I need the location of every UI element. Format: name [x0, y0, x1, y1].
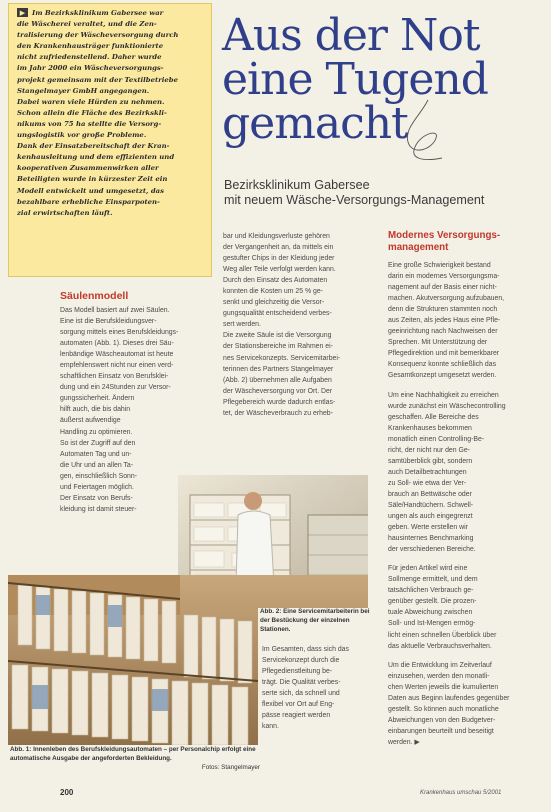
middle-line: nes Servicekonzepts. Servicemitarbei- — [223, 354, 341, 362]
saeulen-line: gen, einschließlich Sonn- — [60, 472, 137, 480]
modern-line: Pflegedirektion und mit bemerkbarer — [388, 350, 500, 358]
intro-line — [17, 141, 205, 152]
intro-line — [17, 108, 205, 119]
modern-line: Soll- und Ist-Mengen ermög- — [388, 620, 476, 628]
intro-line-text: ungslogistik vor große Probleme. — [17, 131, 147, 140]
middle-line: Pflegebereich wurde dadurch entlas- — [223, 398, 336, 406]
modern-line: werden. ▶ — [388, 738, 420, 746]
modern-line: geben. Werte erstellen wir — [388, 524, 468, 532]
intro-line — [17, 75, 205, 86]
middle-line: der Vergangenheit an, da mittels ein — [223, 244, 334, 252]
intro-line-text: bezahlbare erhebliche Einsparpoten- — [17, 197, 160, 206]
caption-abb2-text: Abb. 2: Eine Servicemitarbeiterin bei der Bestückung der einzelnen Stationen. — [260, 608, 370, 633]
middle-line: der Stationsbereiche im Rahmen ei- — [223, 343, 333, 351]
bottom-middle-line: serte sich, da schnell und — [262, 690, 340, 698]
subtitle-line: Bezirksklinikum Gabersee — [224, 178, 370, 192]
middle-line: terinnen des Partners Stangelmayer — [223, 365, 334, 373]
modern-line: darin ein modernes Versorgungsma- — [388, 273, 500, 281]
intro-line-text: die Wäscherei veraltet, und die Zen- — [17, 20, 157, 29]
modern-line: einzusehen, werden den monatli- — [388, 672, 490, 680]
modern-line: nagement auf der Basis einer nicht- — [388, 284, 497, 292]
modern-line: samtüberblick gibt, sondern — [388, 457, 473, 465]
modern-line: Gesamtkonzept umgesetzt werden. — [388, 372, 497, 380]
title-line: eine Tugend — [222, 54, 488, 105]
middle-line: tet, der Wäscheverbrauch zu erheb- — [223, 409, 333, 417]
modern-line: Für jeden Artikel wird eine — [388, 565, 468, 573]
intro-box — [8, 3, 212, 277]
modern-line: aus Zeiten, als jedes Haus eine Pfle- — [388, 317, 501, 325]
saeulen-line: sorgung mittels eines Berufskleidungs- — [60, 329, 179, 337]
intro-line — [17, 208, 205, 219]
modern-line: wurde zunächst ein Wäschecontrolling — [388, 402, 506, 410]
middle-line: der Wäscheversorgung vor Ort. Der — [223, 387, 333, 395]
intro-line — [17, 86, 205, 97]
intro-line-text: kenhausleitung und dem effizienten und — [17, 153, 175, 162]
intro-line-text: tralisierung der Wäscheversorgung durch — [17, 31, 179, 40]
saeulen-line: schaftlichen Einsatz von Berufsklei- — [60, 373, 169, 381]
intro-line — [17, 174, 205, 185]
modern-line: Um eine Nachhaltigkeit zu erreichen — [388, 391, 499, 399]
heading-line: Modernes Versorgungs- — [388, 230, 501, 241]
modern-line: licht einen schnellen Überblick über — [388, 631, 497, 639]
intro-line-text: nicht zufriedenstellend. Daher wurde — [17, 53, 162, 62]
intro-line-text: Stangelmayer GmbH angegangen. — [17, 86, 150, 95]
saeulen-line: lenbändige Wäscheautomat ist heute — [60, 351, 174, 359]
middle-line: gungsqualität entscheidend verbes- — [223, 310, 332, 318]
modern-line: geschaffen. Alle Bereiche des — [388, 413, 479, 421]
middle-line: Weg aller Teile verfolgt werden kann. — [223, 266, 336, 274]
saeulen-line: Das Modell basiert auf zwei Säulen. — [60, 307, 170, 314]
title-line: gemacht — [222, 98, 408, 149]
saeulen-line: empfehlenswert nicht nur einen verd- — [60, 362, 174, 370]
modern-line: geeinrichtung nach Nachweisen der — [388, 328, 498, 336]
modern-line: einbarungen beurteilt und beseitigt — [388, 727, 494, 735]
bottom-middle-line: flexibel vor Ort auf Eng- — [262, 701, 335, 709]
intro-line-text: Modell entwickelt und umgesetzt, das — [17, 186, 164, 195]
intro-line — [17, 163, 205, 174]
middle-line: (Abb. 2) übernehmen alle Aufgaben — [223, 376, 332, 384]
intro-line-text: im Jahr 2000 ein Wäscheversorgungs- — [17, 64, 164, 73]
modern-line: Sollmenge ermittelt, und dem — [388, 576, 478, 584]
intro-line — [17, 63, 205, 74]
modern-line: auch Detailbetrachtungen — [388, 468, 467, 476]
saeulen-line: dung und ein 24Stunden zur Versor- — [60, 384, 171, 392]
modern-line: Um die Entwicklung im Zeitverlauf — [388, 661, 492, 669]
middle-line: senkt und gleichzeitig die Versor- — [223, 299, 325, 307]
intro-line-text: den Krankenhausträger funktionierte — [17, 42, 164, 51]
intro-line-text: Im Bezirksklinikum Gabersee war — [32, 9, 164, 17]
photo-credit: Fotos: Stangelmayer — [201, 764, 260, 771]
modern-line: Eine große Schwierigkeit bestand — [388, 262, 491, 269]
modern-line: tatsächlichen Verbrauch ge- — [388, 587, 474, 595]
middle-line: Durch den Einsatz des Automaten — [223, 277, 328, 285]
caption-abb2 — [260, 607, 378, 634]
modern-line: denn die Strukturen stammten noch — [388, 306, 498, 314]
intro-line — [17, 19, 205, 30]
saeulen-line: kleidung ist damit steuer- — [60, 505, 137, 513]
middle-line: bar und Kleidungsverluste gehören — [223, 233, 330, 240]
modern-line: Daten aus Beginn laufendes gegenüber — [388, 694, 510, 702]
bottom-middle-line: Servicekonzept durch die — [262, 657, 340, 665]
intro-line-text: Beteiligten wurde in kürzester Zeit ein — [17, 175, 168, 184]
saeulen-line: Der Einsatz von Berufs- — [60, 494, 133, 502]
modern-line: monatlich einen Controlling-Be- — [388, 435, 485, 443]
modern-line: machen. Akutversorgung aufzubauen, — [388, 295, 505, 303]
heading-line: management — [388, 242, 449, 253]
modern-line: tuale Abweichung zwischen — [388, 609, 473, 617]
intro-line — [17, 152, 205, 163]
modern-line: der verschiedenen Bereiche. — [388, 546, 476, 554]
modern-line: zu Soll- wie etwa der Ver- — [388, 479, 467, 487]
intro-line-text: zial erwirtschaften läuft. — [17, 208, 113, 217]
modern-line: Krankenhauses bekommen — [388, 424, 472, 432]
modern-line: Säle/Handtüchern. Schwell- — [388, 501, 474, 509]
bottom-middle-text — [262, 644, 380, 744]
caption-abb1 — [10, 745, 260, 763]
modern-line: hausinternes Benchmarking — [388, 535, 474, 543]
intro-line — [17, 186, 205, 197]
intro-line-text: projekt gemeinsam mit der Textilbetriebe — [17, 75, 179, 84]
intro-line-text: Dank der Einsatzbereitschaft der Kran- — [17, 142, 170, 151]
modern-column-text — [388, 260, 543, 770]
modern-line — [388, 652, 543, 660]
bottom-middle-line: Im Gesamten, dass sich das — [262, 646, 349, 653]
section-heading-modernes-versorgungsmanagement — [388, 230, 500, 254]
intro-line-text: nikums von 75 ha stellte die Versorg- — [17, 119, 162, 128]
arrow-right-icon: ▶ — [17, 8, 28, 17]
intro-line — [17, 130, 205, 141]
saeulen-line: So ist der Zugriff auf den — [60, 439, 136, 447]
bottom-middle-line: trägt. Die Qualität verbes- — [262, 679, 341, 687]
saeulen-line: gungssicherheit. Ändern — [60, 395, 135, 403]
middle-line: Die zweite Säule ist die Versorgung — [223, 332, 332, 340]
intro-text — [17, 8, 205, 219]
middle-column-text — [223, 231, 381, 423]
caption-abb1-text: Abb. 1: Innenleben des Berufskleidungsautomaten – per Personalchip erfolgt eine automatische Ausgabe der angeforderten Bekleidung. — [10, 746, 256, 762]
saeulen-line: äußerst aufwendige — [60, 417, 121, 425]
section-heading-saeulenmodell: Säulenmodell — [60, 290, 129, 302]
intro-line-text: kooperativen Zusammenwirken aller — [17, 164, 159, 173]
middle-line: sert werden. — [223, 321, 261, 329]
bottom-middle-line: Pflegedienstleitung be- — [262, 668, 333, 676]
intro-line — [17, 30, 205, 41]
modern-line: ungen als auch eingegrenzt — [388, 513, 473, 521]
saeulen-line: Automaten Tag und un- — [60, 450, 132, 458]
intro-line-text: Schon allein die Fläche des Bezirkskli- — [17, 108, 167, 117]
modern-line: Sprechen. Mit Unterstützung der — [388, 339, 488, 347]
middle-line: konnten die Kosten um 25 % ge- — [223, 288, 323, 296]
intro-line — [17, 8, 205, 19]
saeulen-line: die Uhr und an allen Ta- — [60, 461, 134, 469]
intro-line — [17, 97, 205, 108]
subtitle-line: mit neuem Wäsche-Versorgungs-Management — [224, 193, 485, 207]
pen-scribble-mark — [398, 98, 448, 164]
intro-line-text: Dabei waren viele Hürden zu nehmen. — [17, 97, 165, 106]
saeulen-line: automaten (Abb. 1). Dieses drei Säu- — [60, 340, 174, 348]
modern-line: chen Werten jeweils die kumulierten — [388, 683, 499, 691]
article-title — [222, 10, 542, 149]
bottom-middle-line: kann. — [262, 723, 279, 731]
intro-line — [17, 197, 205, 208]
intro-line — [17, 41, 205, 52]
modern-line: richt, der nicht nur den Ge- — [388, 446, 470, 454]
saeulen-line: hilft auch, die bis dahin — [60, 406, 131, 414]
modern-line: genüber gestellt. Die prozen- — [388, 598, 477, 606]
modern-line — [388, 382, 543, 390]
modern-line: das aktuelle Verbrauchsverhalten. — [388, 642, 492, 650]
intro-line — [17, 119, 205, 130]
bottom-middle-line: pässe reagiert werden — [262, 712, 331, 720]
page-number: 200 — [60, 788, 74, 797]
modern-line: gestellt. So können auch monatliche — [388, 705, 499, 713]
saeulen-line: und Feiertagen möglich. — [60, 483, 134, 491]
saeulen-line: Handling zu optimieren. — [60, 428, 133, 436]
modern-line: Konsequenz konnte schließlich das — [388, 361, 497, 369]
modern-line: brauch an Bettwäsche oder — [388, 490, 472, 498]
intro-line — [17, 52, 205, 63]
modern-line: Abweichungen von den Budgetver- — [388, 716, 496, 724]
title-line: Aus der Not — [222, 10, 480, 61]
modern-line — [388, 555, 543, 563]
publication-name: Krankenhaus umschau 5/2001 — [420, 790, 502, 796]
article-subtitle — [224, 178, 544, 208]
saeulen-line: Eine ist die Berufskleidungsver- — [60, 318, 157, 326]
middle-line: gestufter Chips in der Kleidung jeder — [223, 255, 335, 263]
